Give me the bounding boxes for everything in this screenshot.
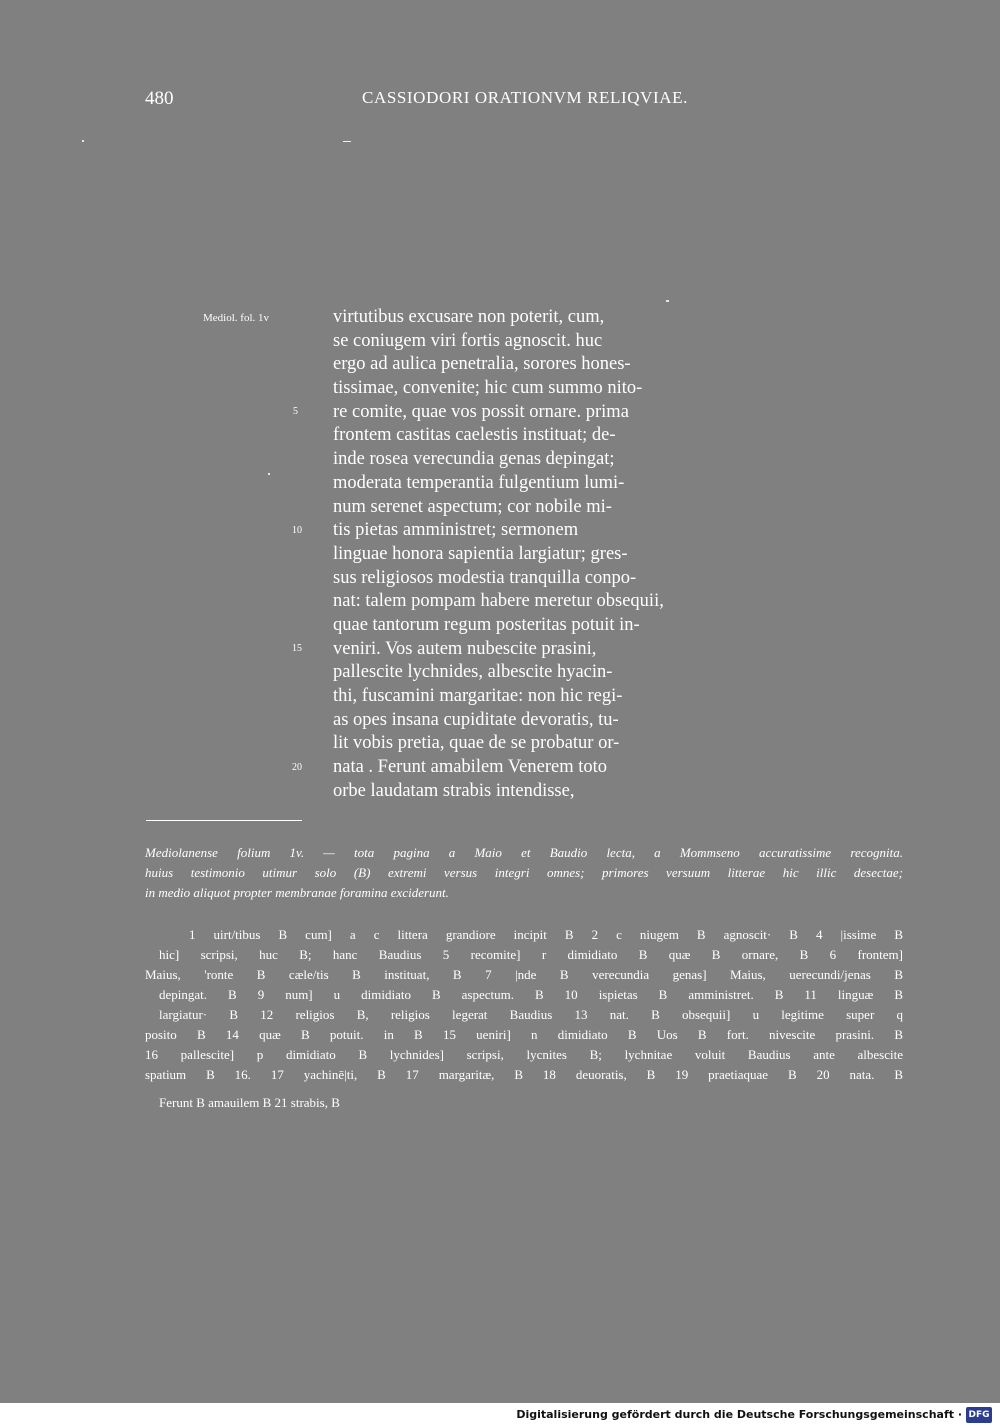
- text-line: as opes insana cupiditate devoratis, tu-: [333, 709, 619, 730]
- text-line: tis pietas amministret; sermonem: [333, 520, 579, 541]
- text-line: nata . Ferunt amabilem Venerem toto: [333, 757, 607, 778]
- apparatus-line: largiatur· B 12 religios B, religios legerat Baudius 13 nat. B obsequii] u legitime super q: [159, 1007, 903, 1022]
- line-number: 5: [293, 406, 298, 417]
- critical-apparatus: [145, 925, 903, 1113]
- footnote-introduction: [145, 843, 903, 903]
- text-line: thi, fuscamini margaritae: non hic regi-: [333, 686, 623, 706]
- text-line: inde rosea verecundia genas depingat;: [333, 449, 615, 470]
- text-line: tissimae, convenite; hic cum summo nito-: [333, 378, 643, 399]
- text-line: se coniugem viri fortis agnoscit. huc: [333, 330, 603, 351]
- page-number: 480: [145, 88, 174, 109]
- footer-credit: Digitalisierung gefördert durch die Deutsche Forschungsgemeinschaft ·: [516, 1408, 962, 1421]
- footnote-line: huius testimonio utimur solo (B) extremi versus integri omnes; primores versuum litterae hic illic desectae;: [145, 865, 903, 880]
- text-line: lit vobis pretia, quae de se probatur or-: [333, 733, 620, 754]
- apparatus-line: Maius, 'ronte B cæle/tis B instituat, B 7 |nde B verecundia genas] Maius, uerecundi/jenas B: [145, 967, 903, 982]
- margin-note: Mediol. fol. 1v: [203, 312, 269, 324]
- text-line: num serenet aspectum; cor nobile mi-: [333, 496, 612, 517]
- apparatus-line: hic] scripsi, huc B; hanc Baudius 5 recomite] r dimidiato B quæ B ornare, B 6 frontem]: [159, 947, 903, 962]
- stray-mark: [268, 473, 270, 475]
- text-line: re comite, quae vos possit ornare. prima: [333, 401, 629, 422]
- stray-mark: [666, 300, 669, 302]
- text-line: pallescite lychnides, albescite hyacin-: [333, 662, 613, 683]
- main-text: [333, 306, 773, 803]
- stray-mark: [82, 140, 84, 142]
- apparatus-line: 1 uirt/tibus B cum] a c littera grandiore incipit B 2 c niugem B agnoscit· B 4 |issime B: [189, 927, 903, 942]
- apparatus-line: 16 pallescite] p dimidiato B lychnides] scripsi, lycnites B; lychnitae voluit Baudius ante albescite: [145, 1047, 903, 1062]
- apparatus-line: Ferunt B amauilem B 21 strabis, B: [159, 1095, 340, 1110]
- footnote-line: in medio aliquot propter membranae foramina exciderunt.: [145, 885, 449, 900]
- apparatus-line: spatium B 16. 17 yachinē|ti, B 17 margaritæ, B 18 deuoratis, B 19 praetiaquae B 20 nata. B: [145, 1067, 903, 1082]
- line-number: 20: [292, 762, 302, 773]
- line-number: 10: [292, 525, 302, 536]
- dfg-logo[interactable]: DFG: [966, 1407, 992, 1423]
- text-line: orbe laudatam strabis intendisse,: [333, 780, 575, 801]
- text-line: moderata temperantia fulgentium lumi-: [333, 472, 625, 493]
- text-line: linguae honora sapientia largiatur; gres-: [333, 543, 628, 564]
- running-title: CASSIODORI ORATIONVM RELIQVIAE.: [362, 88, 689, 107]
- text-line: nat: talem pompam habere meretur obsequii,: [333, 591, 664, 612]
- apparatus-line: posito B 14 quæ B potuit. in B 15 ueniri] n dimidiato B Uos B fort. nivescite prasini. B: [145, 1027, 903, 1042]
- stray-mark: [343, 141, 351, 142]
- line-number: 15: [292, 643, 302, 654]
- text-line: quae tantorum regum posteritas potuit in-: [333, 614, 640, 635]
- text-line: frontem castitas caelestis instituat; de-: [333, 425, 616, 446]
- text-line: veniri. Vos autem nubescite prasini,: [333, 638, 597, 659]
- text-line: virtutibus excusare non poterit, cum,: [333, 307, 605, 327]
- text-line: sus religiosos modestia tranquilla conpo-: [333, 567, 637, 588]
- footnote-separator: [146, 820, 302, 821]
- footnote-line: Mediolanense folium 1v. — tota pagina a Maio et Baudio lecta, a Mommseno accuratissime recognita.: [145, 845, 903, 860]
- apparatus-line: depingat. B 9 num] u dimidiato B aspectum. B 10 ispietas B amministret. B 11 linguæ B: [159, 987, 903, 1002]
- text-line: ergo ad aulica penetralia, sorores hones-: [333, 354, 631, 375]
